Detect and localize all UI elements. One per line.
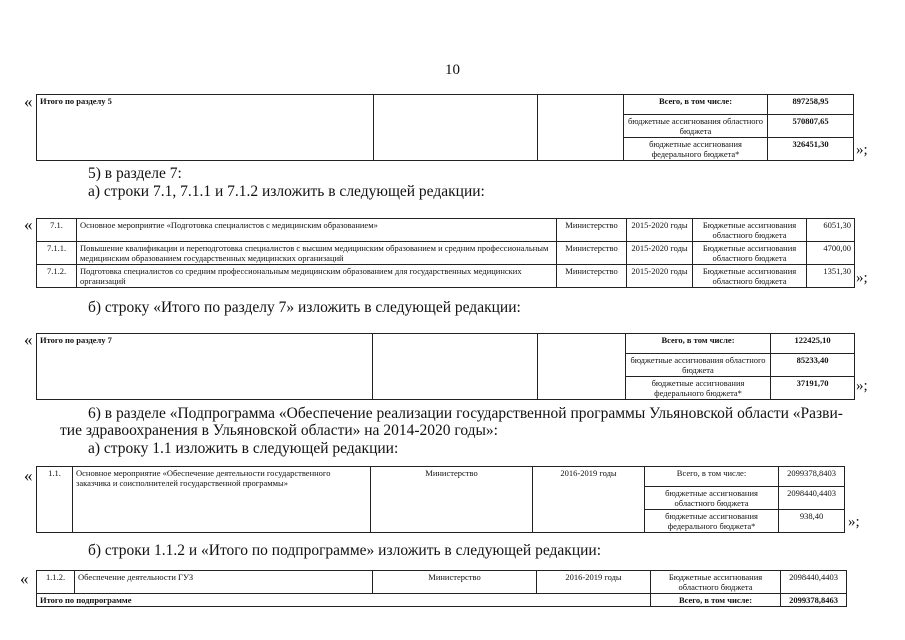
row-value: 1351,30 (807, 265, 855, 288)
row-name: Основное мероприятие «Обеспечение деятельности государственного заказчика и соисполнителей государственной программы» (73, 467, 371, 533)
regional-budget-value: 2098440,4403 (779, 487, 845, 510)
row-name: Основное мероприятие «Подготовка специалистов с медицинским образованием» (77, 219, 557, 242)
row-source: Бюджетные ассигнования областного бюджета (693, 265, 807, 288)
item-5a: а) строки 7.1, 7.1.1 и 7.1.2 изложить в следующей редакции: (88, 183, 485, 200)
open-quote: « (24, 215, 33, 234)
row-1-1-2-table (36, 570, 847, 607)
item-6a: а) строку 1.1 изложить в следующей редакции: (88, 440, 399, 457)
federal-budget-value: 938,40 (779, 510, 845, 533)
item-5b: б) строку «Итого по разделу 7» изложить в следующей редакции: (88, 299, 521, 316)
federal-budget-label: бюджетные ассигнования федерального бюджета* (626, 377, 771, 400)
empty-cell (538, 334, 626, 400)
open-quote: « (20, 569, 29, 588)
page-number: 10 (445, 62, 460, 78)
row-name: Повышение квалификации и переподготовка специалистов с высшим медицинским образованием и средним профессиональным медицинским образованием государственных медицинских организаций (77, 242, 557, 265)
row-number: 1.1. (37, 467, 73, 533)
federal-budget-value: 326451,30 (768, 138, 854, 161)
row-source: Бюджетные ассигнования областного бюджета (693, 219, 807, 242)
section5-total-title: Итого по разделу 5 (37, 95, 374, 161)
row-executor: Министерство (371, 467, 533, 533)
row-value: 2098440,4403 (781, 571, 847, 594)
section7-total-table (36, 333, 855, 400)
regional-budget-label: бюджетные ассигнования областного бюджета (626, 354, 771, 377)
federal-budget-label: бюджетные ассигнования федерального бюджета* (645, 510, 779, 533)
regional-budget-label: бюджетные ассигнования областного бюджета (645, 487, 779, 510)
table-row (37, 594, 847, 607)
federal-budget-value: 37191,70 (771, 377, 855, 400)
row-number: 7.1.1. (37, 242, 77, 265)
close-quote: »; (856, 378, 868, 394)
row-number: 7.1. (37, 219, 77, 242)
close-quote: »; (856, 270, 868, 286)
row-executor: Министерство (557, 242, 627, 265)
row-source: Бюджетные ассигнования областного бюджета (651, 571, 781, 594)
total-label: Всего, в том числе: (624, 95, 768, 115)
open-quote: « (24, 92, 33, 111)
open-quote: « (24, 466, 33, 485)
empty-cell (373, 334, 538, 400)
row-period: 2016-2019 годы (533, 467, 645, 533)
table-row (37, 242, 855, 265)
open-quote: « (24, 330, 33, 349)
row-name: Обеспечение деятельности ГУЗ (75, 571, 373, 594)
row-name: Подготовка специалистов со средним профессиональным медицинским образованием для государственных медицинских организаций (77, 265, 557, 288)
total-value: 122425,10 (771, 334, 855, 354)
close-quote: »; (856, 142, 868, 158)
row-executor: Министерство (557, 219, 627, 242)
row-period: 2015-2020 годы (627, 265, 693, 288)
total-value: 897258,95 (768, 95, 854, 115)
row-source: Бюджетные ассигнования областного бюджета (693, 242, 807, 265)
regional-budget-value: 85233,40 (771, 354, 855, 377)
empty-cell (538, 95, 624, 161)
total-label: Всего, в том числе: (626, 334, 771, 354)
row-period: 2015-2020 годы (627, 219, 693, 242)
close-quote: »; (848, 514, 860, 530)
table-row (37, 265, 855, 288)
table-row (37, 571, 847, 594)
row-executor: Министерство (557, 265, 627, 288)
item-5: 5) в разделе 7: (88, 165, 182, 182)
total-label: Всего, в том числе: (645, 467, 779, 487)
row-1-1-table (36, 466, 845, 533)
regional-budget-value: 570807,65 (768, 115, 854, 138)
table-row (37, 219, 855, 242)
regional-budget-label: бюджетные ассигнования областного бюджета (624, 115, 768, 138)
row-period: 2016-2019 годы (537, 571, 651, 594)
total-value: 2099378,8403 (779, 467, 845, 487)
federal-budget-label: бюджетные ассигнования федерального бюджета* (624, 138, 768, 161)
subprogram-total-title: Итого по подпрограмме (37, 594, 651, 607)
total-label: Всего, в том числе: (651, 594, 781, 607)
item-6-line-2: тие здравоохранения в Ульяновской области» на 2014-2020 годы»: (60, 422, 498, 439)
row-number: 1.1.2. (37, 571, 75, 594)
row-value: 6051,30 (807, 219, 855, 242)
section5-total-table (36, 94, 854, 161)
item-6-line-1: 6) в разделе «Подпрограмма «Обеспечение реализации государственной программы Ульяновской области «Разви- (88, 405, 843, 422)
section7-rows-table (36, 218, 855, 288)
row-value: 4700,00 (807, 242, 855, 265)
total-value: 2099378,8463 (781, 594, 847, 607)
row-executor: Министерство (373, 571, 537, 594)
empty-cell (374, 95, 538, 161)
row-period: 2015-2020 годы (627, 242, 693, 265)
section7-total-title: Итого по разделу 7 (37, 334, 373, 400)
row-number: 7.1.2. (37, 265, 77, 288)
item-6b: б) строки 1.1.2 и «Итого по подпрограмме» изложить в следующей редакции: (88, 542, 602, 559)
